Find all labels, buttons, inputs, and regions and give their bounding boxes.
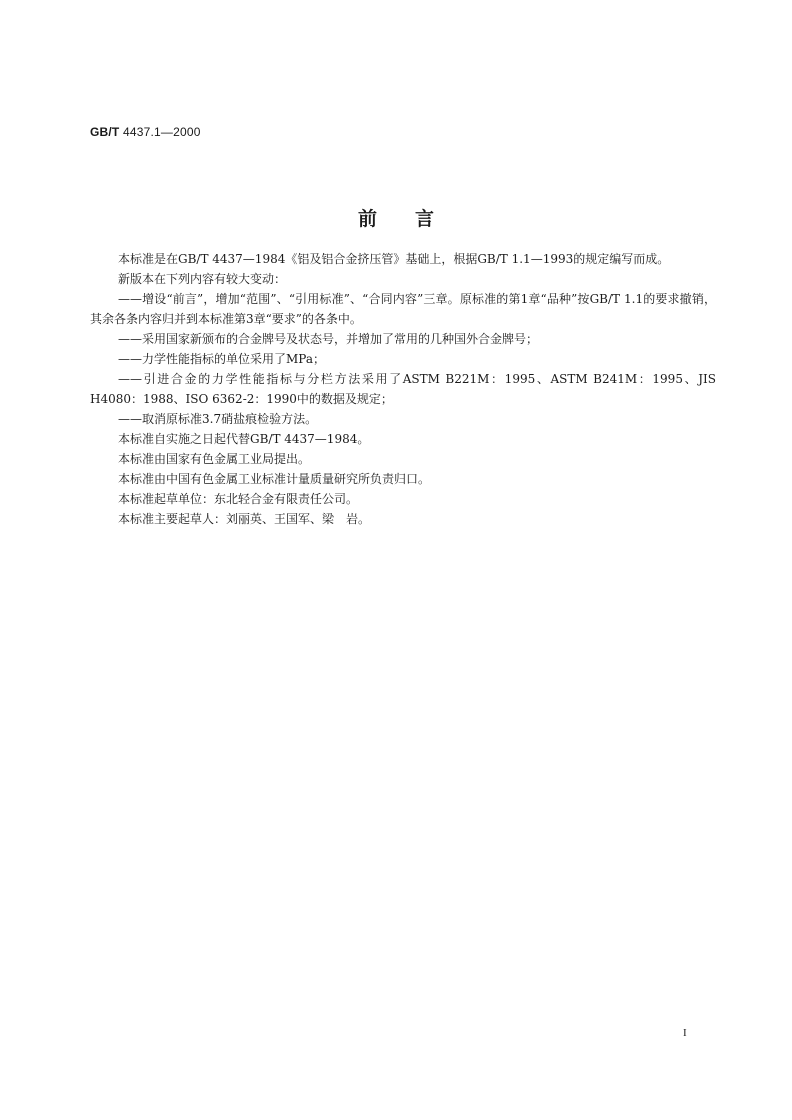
standard-code [90, 125, 201, 139]
paragraph-drafting-unit: 本标准起草单位：东北轻合金有限责任公司。 [118, 492, 359, 506]
paragraph-change-2: ——采用国家新颁布的合金牌号及状态号，并增加了常用的几种国外合金牌号； [118, 332, 539, 346]
paragraph-managed-by: 本标准由中国有色金属工业标准计量质量研究所负责归口。 [118, 472, 431, 486]
standard-code-prefix: GB/T [90, 125, 120, 139]
paragraph-change-1: ——增设“前言”，增加“范围”、“引用标准”、“合同内容”三章。原标准的第1章“品种”按GB/T 1.1的要求撤销，其余各条内容归并到本标准第3章“要求”的各条中。 [90, 292, 716, 326]
paragraph-change-5: ——取消原标准3.7硝盐痕检验方法。 [118, 412, 318, 426]
page-number: I [683, 1027, 687, 1039]
paragraph-changes-heading: 新版本在下列内容有较大变动： [118, 272, 287, 286]
paragraph-change-3: ——力学性能指标的单位采用了MPa； [118, 352, 325, 366]
paragraph-drafters: 本标准主要起草人：刘丽英、王国军、梁 岩。 [118, 512, 371, 526]
foreword-body [90, 249, 716, 529]
paragraph-change-4: ——引进合金的力学性能指标与分栏方法采用了ASTM B221M：1995、ASTM B241M：1995、JIS H4080：1988、ISO 6362-2：1990中的数据及规定； [90, 372, 716, 406]
paragraph-intro: 本标准是在GB/T 4437—1984《铝及铝合金挤压管》基础上，根据GB/T 1.1—1993的规定编写而成。 [118, 252, 670, 266]
paragraph-replaces: 本标准自实施之日起代替GB/T 4437—1984。 [118, 432, 370, 446]
page-title: 前言 [357, 208, 472, 230]
standard-code-number: 4437.1—2000 [123, 125, 201, 139]
paragraph-proposed-by: 本标准由国家有色金属工业局提出。 [118, 452, 311, 466]
